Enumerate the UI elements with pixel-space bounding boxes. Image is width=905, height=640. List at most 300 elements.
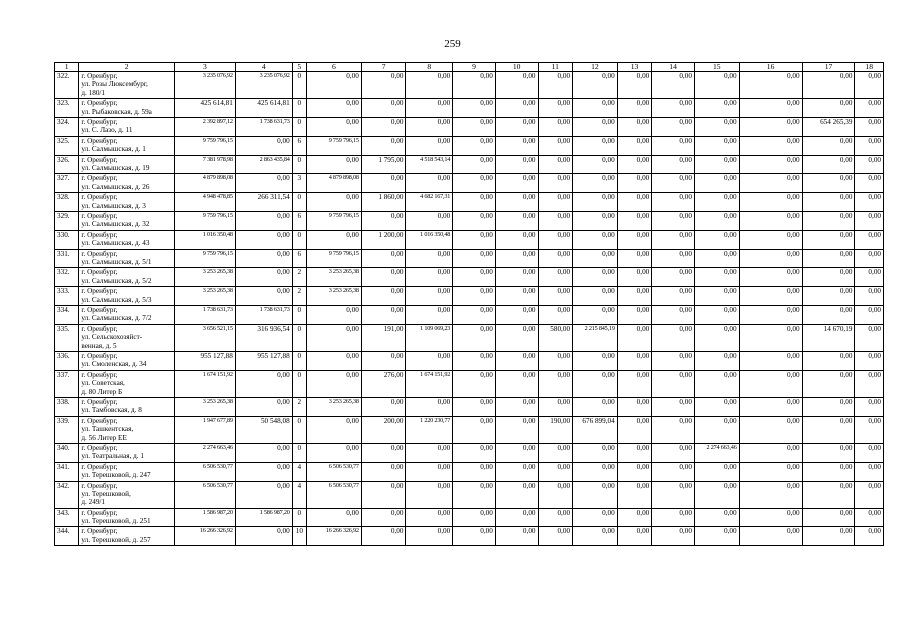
address-line: ул. Советская, bbox=[81, 379, 125, 388]
value-cell: 0,00 bbox=[235, 462, 292, 481]
value-cell: 0,00 bbox=[739, 174, 802, 193]
value-cell: 0,00 bbox=[617, 287, 652, 306]
value-cell: 0,00 bbox=[739, 211, 802, 230]
value-cell: 4 518 543,14 bbox=[406, 155, 453, 174]
column-header: 13 bbox=[617, 63, 652, 72]
value-cell: 2 bbox=[292, 287, 306, 306]
value-cell: 0,00 bbox=[573, 174, 618, 193]
value-cell: 3 253 265,38 bbox=[306, 397, 361, 416]
column-header: 10 bbox=[495, 63, 538, 72]
address-line: г. Оренбург, bbox=[81, 287, 118, 296]
value-cell: 0,00 bbox=[802, 287, 855, 306]
address-cell bbox=[79, 211, 174, 230]
value-cell: 0,00 bbox=[739, 136, 802, 155]
value-cell: 654 265,39 bbox=[802, 117, 855, 136]
value-cell: 0,00 bbox=[739, 508, 802, 527]
value-cell: 1 947 677,89 bbox=[174, 416, 235, 443]
value-cell: 0,00 bbox=[652, 508, 695, 527]
value-cell: 0,00 bbox=[652, 155, 695, 174]
value-cell: 0,00 bbox=[361, 305, 406, 324]
address-line: ул. С. Лазо, д. 11 bbox=[81, 126, 133, 135]
column-header: 3 bbox=[174, 63, 235, 72]
value-cell: 9 759 796,15 bbox=[174, 211, 235, 230]
value-cell: 1 674 151,92 bbox=[406, 370, 453, 397]
value-cell: 0,00 bbox=[739, 416, 802, 443]
address-line: г. Оренбург, bbox=[81, 305, 118, 314]
value-cell: 0,00 bbox=[538, 99, 573, 118]
value-cell: 0,00 bbox=[453, 211, 496, 230]
value-cell: 0,00 bbox=[617, 481, 652, 508]
value-cell: 1 795,00 bbox=[361, 155, 406, 174]
value-cell: 4 879 898,08 bbox=[306, 174, 361, 193]
value-cell: 0,00 bbox=[306, 416, 361, 443]
value-cell: 0,00 bbox=[802, 174, 855, 193]
value-cell: 0,00 bbox=[694, 117, 739, 136]
value-cell: 0,00 bbox=[855, 117, 884, 136]
value-cell: 0,00 bbox=[306, 99, 361, 118]
value-cell: 0,00 bbox=[617, 397, 652, 416]
value-cell: 0,00 bbox=[453, 174, 496, 193]
address-line: д. 80 Литер Б bbox=[81, 387, 123, 396]
value-cell: 0,00 bbox=[855, 527, 884, 546]
address-cell bbox=[79, 481, 174, 508]
value-cell: 0,00 bbox=[652, 136, 695, 155]
value-cell: 0,00 bbox=[802, 99, 855, 118]
address-line: г. Оренбург, bbox=[81, 99, 118, 108]
value-cell: 10 bbox=[292, 527, 306, 546]
row-index: 339. bbox=[55, 416, 79, 443]
value-cell: 0,00 bbox=[694, 416, 739, 443]
value-cell: 0,00 bbox=[802, 155, 855, 174]
value-cell: 0,00 bbox=[573, 443, 618, 462]
value-cell: 0,00 bbox=[652, 211, 695, 230]
value-cell: 0,00 bbox=[406, 174, 453, 193]
value-cell: 0,00 bbox=[538, 370, 573, 397]
value-cell: 0,00 bbox=[361, 72, 406, 99]
row-index: 329. bbox=[55, 211, 79, 230]
value-cell: 0,00 bbox=[802, 481, 855, 508]
value-cell: 0,00 bbox=[573, 481, 618, 508]
value-cell: 0,00 bbox=[739, 193, 802, 212]
address-line: г. Оренбург, bbox=[81, 230, 118, 239]
value-cell: 0,00 bbox=[694, 211, 739, 230]
row-index: 344. bbox=[55, 527, 79, 546]
value-cell: 0,00 bbox=[538, 230, 573, 249]
value-cell: 0,00 bbox=[495, 287, 538, 306]
value-cell: 0,00 bbox=[739, 324, 802, 351]
value-cell: 0,00 bbox=[453, 527, 496, 546]
value-cell: 3 235 076,92 bbox=[174, 72, 235, 99]
value-cell: 4 bbox=[292, 481, 306, 508]
address-line: г. Оренбург, bbox=[81, 72, 118, 80]
address-line: г. Оренбург, bbox=[81, 249, 118, 258]
value-cell: 0,00 bbox=[652, 397, 695, 416]
value-cell: 0,00 bbox=[694, 370, 739, 397]
value-cell: 0,00 bbox=[694, 230, 739, 249]
value-cell: 0,00 bbox=[617, 72, 652, 99]
column-header: 9 bbox=[453, 63, 496, 72]
address-cell bbox=[79, 370, 174, 397]
row-index: 335. bbox=[55, 324, 79, 351]
address-line: ул. Салмышская, д. 32 bbox=[81, 220, 150, 229]
address-cell bbox=[79, 99, 174, 118]
value-cell: 0,00 bbox=[802, 462, 855, 481]
value-cell: 0,00 bbox=[306, 508, 361, 527]
table-row bbox=[55, 527, 884, 546]
value-cell: 0,00 bbox=[694, 351, 739, 370]
value-cell: 0,00 bbox=[573, 72, 618, 99]
value-cell: 0,00 bbox=[573, 305, 618, 324]
value-cell: 1 738 631,73 bbox=[174, 305, 235, 324]
address-cell bbox=[79, 397, 174, 416]
address-line: г. Оренбург, bbox=[81, 268, 118, 277]
value-cell: 0,00 bbox=[406, 268, 453, 287]
table-row bbox=[55, 230, 884, 249]
value-cell: 0,00 bbox=[694, 481, 739, 508]
value-cell: 0,00 bbox=[694, 324, 739, 351]
value-cell: 0,00 bbox=[538, 462, 573, 481]
value-cell: 0,00 bbox=[453, 193, 496, 212]
value-cell: 0,00 bbox=[855, 72, 884, 99]
table-row bbox=[55, 193, 884, 212]
value-cell: 0,00 bbox=[306, 117, 361, 136]
value-cell: 0,00 bbox=[739, 155, 802, 174]
address-line: ул. Салмышская, д. 5/2 bbox=[81, 276, 152, 285]
row-index: 332. bbox=[55, 268, 79, 287]
value-cell: 676 899,04 bbox=[573, 416, 618, 443]
value-cell: 0,00 bbox=[538, 443, 573, 462]
address-cell bbox=[79, 268, 174, 287]
value-cell: 0,00 bbox=[802, 211, 855, 230]
column-header: 18 bbox=[855, 63, 884, 72]
value-cell: 0,00 bbox=[406, 351, 453, 370]
value-cell: 0,00 bbox=[739, 305, 802, 324]
value-cell: 0,00 bbox=[495, 508, 538, 527]
value-cell: 425 614,81 bbox=[235, 99, 292, 118]
value-cell: 0,00 bbox=[406, 211, 453, 230]
value-cell: 0,00 bbox=[495, 462, 538, 481]
value-cell: 1 200,00 bbox=[361, 230, 406, 249]
address-line: ул. Терешковой, д. 247 bbox=[81, 471, 151, 480]
table-row bbox=[55, 211, 884, 230]
value-cell: 0,00 bbox=[306, 155, 361, 174]
address-line: ул. Салмышская, д. 1 bbox=[81, 145, 146, 154]
value-cell: 1 860,00 bbox=[361, 193, 406, 212]
value-cell: 0,00 bbox=[538, 155, 573, 174]
value-cell: 0,00 bbox=[453, 508, 496, 527]
value-cell: 0,00 bbox=[538, 268, 573, 287]
value-cell: 0,00 bbox=[617, 370, 652, 397]
value-cell: 0,00 bbox=[235, 230, 292, 249]
value-cell: 0,00 bbox=[453, 370, 496, 397]
value-cell: 0,00 bbox=[617, 155, 652, 174]
column-header: 8 bbox=[406, 63, 453, 72]
value-cell: 0,00 bbox=[573, 287, 618, 306]
value-cell: 0,00 bbox=[855, 287, 884, 306]
page-number: 259 bbox=[444, 38, 461, 50]
value-cell: 0,00 bbox=[453, 324, 496, 351]
value-cell: 0,00 bbox=[573, 508, 618, 527]
value-cell: 0,00 bbox=[802, 416, 855, 443]
value-cell: 0,00 bbox=[617, 211, 652, 230]
value-cell: 0 bbox=[292, 155, 306, 174]
value-cell: 0,00 bbox=[855, 370, 884, 397]
value-cell: 0,00 bbox=[573, 249, 618, 268]
value-cell: 0,00 bbox=[573, 351, 618, 370]
value-cell: 2 215 845,19 bbox=[573, 324, 618, 351]
value-cell: 0,00 bbox=[235, 287, 292, 306]
value-cell: 0,00 bbox=[652, 527, 695, 546]
value-cell: 9 759 796,15 bbox=[306, 136, 361, 155]
value-cell: 1 220 230,77 bbox=[406, 416, 453, 443]
value-cell: 955 127,88 bbox=[174, 351, 235, 370]
value-cell: 0,00 bbox=[739, 351, 802, 370]
value-cell: 0,00 bbox=[739, 99, 802, 118]
value-cell: 1 016 350,48 bbox=[406, 230, 453, 249]
value-cell: 0,00 bbox=[495, 305, 538, 324]
value-cell: 0,00 bbox=[538, 117, 573, 136]
value-cell: 0,00 bbox=[802, 230, 855, 249]
table-row bbox=[55, 117, 884, 136]
value-cell: 0,00 bbox=[495, 527, 538, 546]
value-cell: 0,00 bbox=[617, 230, 652, 249]
table-row bbox=[55, 481, 884, 508]
row-index: 330. bbox=[55, 230, 79, 249]
address-line: г. Оренбург, bbox=[81, 508, 118, 517]
value-cell: 0 bbox=[292, 370, 306, 397]
value-cell: 0,00 bbox=[495, 249, 538, 268]
value-cell: 0,00 bbox=[617, 99, 652, 118]
address-line: ул. Терешковой, bbox=[81, 489, 131, 498]
value-cell: 0,00 bbox=[694, 136, 739, 155]
value-cell: 0,00 bbox=[855, 462, 884, 481]
value-cell: 0,00 bbox=[694, 397, 739, 416]
value-cell: 0,00 bbox=[538, 249, 573, 268]
value-cell: 0,00 bbox=[855, 230, 884, 249]
value-cell: 0,00 bbox=[406, 117, 453, 136]
value-cell: 0,00 bbox=[495, 117, 538, 136]
address-cell bbox=[79, 527, 174, 546]
value-cell: 0,00 bbox=[694, 174, 739, 193]
value-cell: 0,00 bbox=[361, 508, 406, 527]
value-cell: 1 586 987,20 bbox=[174, 508, 235, 527]
address-line: г. Оренбург, bbox=[81, 351, 118, 360]
value-cell: 9 759 796,15 bbox=[306, 249, 361, 268]
value-cell: 0,00 bbox=[453, 443, 496, 462]
value-cell: 2 392 897,12 bbox=[174, 117, 235, 136]
address-cell bbox=[79, 351, 174, 370]
row-index: 343. bbox=[55, 508, 79, 527]
value-cell: 0,00 bbox=[361, 527, 406, 546]
value-cell: 0,00 bbox=[802, 351, 855, 370]
value-cell: 0,00 bbox=[235, 527, 292, 546]
value-cell: 0,00 bbox=[739, 462, 802, 481]
value-cell: 7 381 978,98 bbox=[174, 155, 235, 174]
row-index: 331. bbox=[55, 249, 79, 268]
value-cell: 0,00 bbox=[453, 230, 496, 249]
value-cell: 0,00 bbox=[855, 443, 884, 462]
address-line: г. Оренбург, bbox=[81, 397, 118, 406]
address-line: г. Оренбург, bbox=[81, 462, 118, 471]
value-cell: 3 656 521,15 bbox=[174, 324, 235, 351]
value-cell: 1 738 631,73 bbox=[235, 305, 292, 324]
value-cell: 0,00 bbox=[495, 416, 538, 443]
table-row bbox=[55, 324, 884, 351]
value-cell: 0,00 bbox=[652, 268, 695, 287]
value-cell: 0,00 bbox=[617, 174, 652, 193]
value-cell: 6 bbox=[292, 249, 306, 268]
address-line: ул. Тамбовская, д. 8 bbox=[81, 406, 142, 415]
table-row bbox=[55, 287, 884, 306]
value-cell: 0,00 bbox=[802, 136, 855, 155]
value-cell: 0,00 bbox=[306, 443, 361, 462]
value-cell: 0,00 bbox=[235, 268, 292, 287]
value-cell: 0,00 bbox=[652, 249, 695, 268]
value-cell: 0,00 bbox=[652, 370, 695, 397]
address-line: г. Оренбург, bbox=[81, 443, 118, 452]
value-cell: 0,00 bbox=[855, 193, 884, 212]
value-cell: 0,00 bbox=[652, 230, 695, 249]
value-cell: 3 253 265,38 bbox=[174, 268, 235, 287]
value-cell: 0,00 bbox=[495, 136, 538, 155]
value-cell: 3 253 265,38 bbox=[174, 397, 235, 416]
value-cell: 0,00 bbox=[802, 268, 855, 287]
address-line: г. Оренбург, bbox=[81, 211, 118, 220]
address-line: г. Оренбург, bbox=[81, 193, 118, 202]
value-cell: 9 759 796,15 bbox=[306, 211, 361, 230]
value-cell: 0,00 bbox=[406, 462, 453, 481]
value-cell: 0,00 bbox=[617, 268, 652, 287]
value-cell: 2 274 663,46 bbox=[694, 443, 739, 462]
value-cell: 6 bbox=[292, 136, 306, 155]
row-index: 326. bbox=[55, 155, 79, 174]
address-cell bbox=[79, 249, 174, 268]
value-cell: 0,00 bbox=[453, 249, 496, 268]
value-cell: 0,00 bbox=[406, 443, 453, 462]
table-row bbox=[55, 268, 884, 287]
table-row bbox=[55, 370, 884, 397]
address-cell bbox=[79, 462, 174, 481]
value-cell: 0,00 bbox=[406, 287, 453, 306]
value-cell: 0,00 bbox=[652, 351, 695, 370]
value-cell: 0 bbox=[292, 193, 306, 212]
value-cell: 0,00 bbox=[453, 481, 496, 508]
address-line: г. Оренбург, bbox=[81, 155, 118, 164]
table-row bbox=[55, 72, 884, 99]
address-line: г. Оренбург, bbox=[81, 136, 118, 145]
value-cell: 3 253 265,38 bbox=[174, 287, 235, 306]
value-cell: 0,00 bbox=[361, 174, 406, 193]
value-cell: 6 506 530,77 bbox=[306, 462, 361, 481]
value-cell: 0,00 bbox=[495, 193, 538, 212]
value-cell: 0,00 bbox=[652, 287, 695, 306]
value-cell: 0,00 bbox=[694, 305, 739, 324]
value-cell: 0,00 bbox=[453, 72, 496, 99]
value-cell: 0,00 bbox=[652, 117, 695, 136]
value-cell: 0,00 bbox=[739, 397, 802, 416]
table-row bbox=[55, 249, 884, 268]
table-row bbox=[55, 305, 884, 324]
value-cell: 0 bbox=[292, 508, 306, 527]
column-header: 1 bbox=[55, 63, 79, 72]
address-cell bbox=[79, 416, 174, 443]
value-cell: 0,00 bbox=[235, 249, 292, 268]
value-cell: 0,00 bbox=[652, 324, 695, 351]
value-cell: 0,00 bbox=[739, 117, 802, 136]
value-cell: 0,00 bbox=[652, 416, 695, 443]
value-cell: 0,00 bbox=[495, 370, 538, 397]
column-header: 14 bbox=[652, 63, 695, 72]
value-cell: 0,00 bbox=[538, 527, 573, 546]
column-header: 12 bbox=[573, 63, 618, 72]
address-line: д. 56 Литер ЕЕ bbox=[81, 433, 127, 442]
value-cell: 0,00 bbox=[573, 268, 618, 287]
value-cell: 0,00 bbox=[361, 287, 406, 306]
value-cell: 0,00 bbox=[739, 370, 802, 397]
address-line: ул. Рыбаковская, д. 59а bbox=[81, 107, 152, 116]
header-row bbox=[55, 63, 884, 72]
value-cell: 0,00 bbox=[495, 481, 538, 508]
value-cell: 0,00 bbox=[235, 136, 292, 155]
value-cell: 0,00 bbox=[538, 211, 573, 230]
value-cell: 0 bbox=[292, 305, 306, 324]
value-cell: 0,00 bbox=[652, 462, 695, 481]
value-cell: 2 bbox=[292, 397, 306, 416]
row-index: 324. bbox=[55, 117, 79, 136]
value-cell: 0,00 bbox=[453, 462, 496, 481]
value-cell: 3 bbox=[292, 174, 306, 193]
value-cell: 0,00 bbox=[855, 155, 884, 174]
value-cell: 0 bbox=[292, 72, 306, 99]
value-cell: 0,00 bbox=[739, 443, 802, 462]
value-cell: 0,00 bbox=[406, 305, 453, 324]
column-header: 5 bbox=[292, 63, 306, 72]
row-index: 325. bbox=[55, 136, 79, 155]
value-cell: 0,00 bbox=[406, 508, 453, 527]
value-cell: 0,00 bbox=[694, 193, 739, 212]
address-line: г. Оренбург, bbox=[81, 117, 118, 126]
value-cell: 0,00 bbox=[406, 136, 453, 155]
table-row bbox=[55, 443, 884, 462]
value-cell: 0,00 bbox=[235, 443, 292, 462]
value-cell: 0,00 bbox=[495, 268, 538, 287]
value-cell: 0,00 bbox=[453, 155, 496, 174]
address-line: г. Оренбург, bbox=[81, 370, 118, 379]
value-cell: 0 bbox=[292, 117, 306, 136]
value-cell: 0,00 bbox=[855, 211, 884, 230]
value-cell: 0,00 bbox=[617, 117, 652, 136]
address-line: г. Оренбург, bbox=[81, 174, 118, 183]
address-line: ул. Ташкентская, bbox=[81, 425, 134, 434]
value-cell: 0,00 bbox=[652, 443, 695, 462]
value-cell: 4 bbox=[292, 462, 306, 481]
address-cell bbox=[79, 72, 174, 99]
value-cell: 0,00 bbox=[739, 72, 802, 99]
value-cell: 0,00 bbox=[855, 99, 884, 118]
value-cell: 0,00 bbox=[361, 99, 406, 118]
value-cell: 0,00 bbox=[306, 72, 361, 99]
address-cell bbox=[79, 174, 174, 193]
value-cell: 191,00 bbox=[361, 324, 406, 351]
address-line: ул. Сельскохозяйст- bbox=[81, 333, 143, 342]
address-line: ул. Смоленская, д. 34 bbox=[81, 360, 147, 369]
value-cell: 1 109 069,23 bbox=[406, 324, 453, 351]
value-cell: 0 bbox=[292, 230, 306, 249]
address-line: ул. Розы Люксембург, bbox=[81, 80, 148, 89]
value-cell: 0,00 bbox=[739, 268, 802, 287]
value-cell: 0,00 bbox=[235, 397, 292, 416]
value-cell: 1 738 631,73 bbox=[235, 117, 292, 136]
